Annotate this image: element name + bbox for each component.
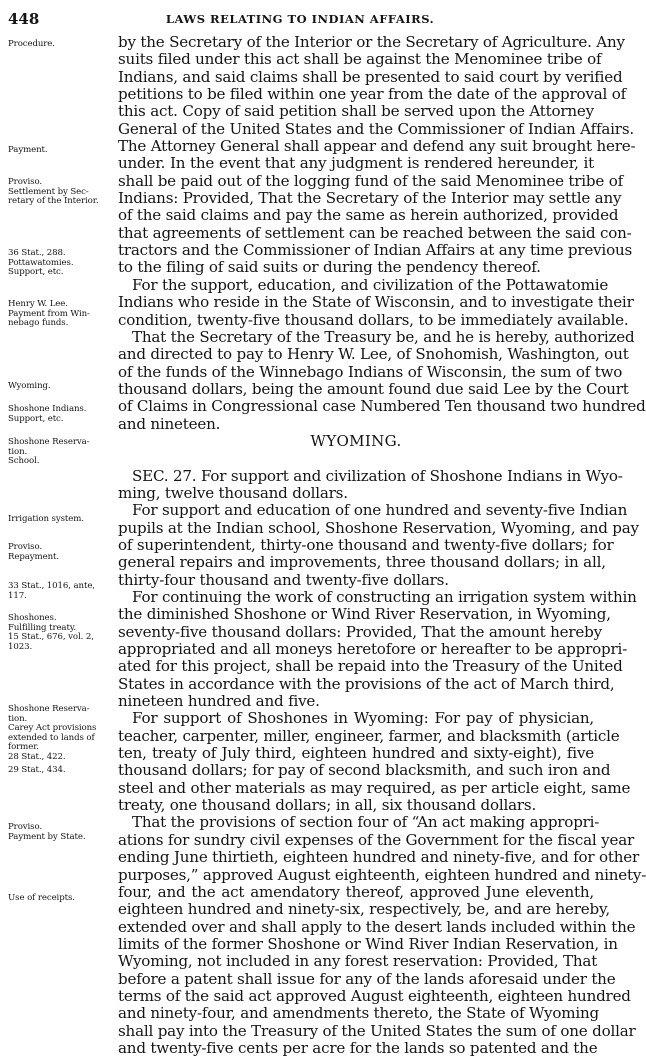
body-text	[118, 33, 646, 1057]
margin-note-line: extended to lands of	[8, 732, 95, 743]
margin-note-irrigation	[8, 515, 112, 525]
text-line: of the funds of the Winnebago Indians of Wisconsin, the sum of two	[118, 362, 623, 381]
text-line: and nineteen.	[118, 414, 221, 433]
running-head: LAWS RELATING TO INDIAN AFFAIRS.	[165, 12, 435, 26]
text-line: to the filing of said suits or during the pendency thereof.	[118, 258, 541, 277]
text-line: shall be paid out of the logging fund of the said Menominee tribe of	[118, 171, 623, 190]
margin-note-line: Payment.	[8, 145, 48, 155]
text-line: For continuing the work of constructing an irrigation system within	[132, 588, 637, 606]
page-number: 448	[8, 10, 40, 28]
text-line: appropriated and all moneys heretofore or hereafter to be appropri-	[118, 640, 627, 659]
text-line: under. In the event that any judgment is rendered hereunder, it	[118, 154, 594, 173]
margin-note-line: Shoshone Reserva-	[8, 437, 90, 447]
text-line: That the Secretary of the Treasury be, and he is hereby, authorized	[132, 327, 635, 346]
text-line: by the Secretary of the Interior or the Secretary of Agriculture. Any	[118, 33, 625, 51]
margin-note-line: Carey Act provisions	[8, 723, 97, 733]
section-heading: WYOMING.	[310, 431, 402, 450]
text-line: States in accordance with the provisions of the act of March third,	[118, 674, 615, 693]
margin-note-line: 15 Stat., 676, vol. 2,	[8, 632, 94, 642]
text-line: of Claims in Congressional case Numbered Ten thousand two hundred	[118, 397, 646, 416]
text-line-blank	[118, 450, 594, 467]
margin-note-line: 29 Stat., 434.	[8, 765, 66, 775]
text-line: ending June thirtieth, eighteen hundred and ninety-five, and for other	[118, 848, 640, 867]
margin-note-line: 36 Stat., 288.	[8, 248, 66, 258]
text-line: limits of the former Shoshone or Wind River Indian Reservation, in	[118, 934, 618, 953]
text-line: shall pay into the Treasury of the United States the sum of one dollar	[118, 1021, 636, 1040]
margin-note-proviso-payment-state	[8, 823, 112, 842]
margin-note-use-of-receipts	[8, 894, 112, 904]
margin-note-line: School.	[8, 456, 40, 466]
margin-note-line: Wyoming.	[8, 381, 51, 391]
margin-note-line: Proviso.	[8, 177, 43, 187]
margin-note-pottawatomies	[8, 249, 112, 278]
text-line: Indians, and said claims shall be presented to said court by verified	[118, 67, 623, 86]
text-line: treaty, one thousand dollars; in all, six thousand dollars.	[118, 796, 537, 815]
margin-note-line: Irrigation system.	[8, 514, 84, 524]
text-line: thirty-four thousand and twenty-five dollars.	[118, 570, 449, 589]
margin-note-line: Payment by State.	[8, 831, 86, 842]
margin-note-line: Support, etc.	[8, 267, 64, 277]
margin-note-shoshones-treaty	[8, 614, 112, 652]
margin-note-procedure	[8, 40, 112, 50]
text-line: and twenty-five cents per acre for the lands so patented and the	[118, 1038, 598, 1057]
margin-note-payment	[8, 146, 112, 156]
page-header	[0, 0, 600, 34]
text-line: the diminished Shoshone or Wind River Reservation, in Wyoming,	[118, 605, 611, 624]
margin-note-line: 28 Stat., 422.	[8, 751, 66, 762]
text-line: ated for this project, shall be repaid into the Treasury of the United	[118, 657, 623, 676]
text-line: thousand dollars; for pay of second blacksmith, and such iron and	[118, 761, 611, 780]
margin-note-line: Shoshones.	[8, 613, 57, 623]
margin-note-line: Payment from Win-	[8, 308, 90, 319]
text-line: That the provisions of section four of “An act making appropri-	[132, 813, 600, 832]
margin-note-shoshone-school	[8, 438, 112, 467]
margin-note-line: nebago funds.	[8, 318, 69, 328]
text-line: purposes,” approved August eighteenth, eighteen hundred and ninety-	[118, 865, 646, 884]
text-line: extended over and shall apply to the desert lands included within the	[118, 917, 636, 936]
margin-note-line: 1023.	[8, 641, 33, 652]
margin-note-stat-ref-29	[8, 766, 112, 776]
margin-note-line: Proviso.	[8, 542, 43, 552]
text-line: suits filed under this act shall be against the Menominee tribe of	[118, 50, 602, 69]
margin-note-line: tion.	[8, 713, 28, 724]
text-line: SEC. 27. For support and civilization of Shoshone Indians in Wyo-	[132, 466, 623, 485]
text-line: this act. Copy of said petition shall be served upon the Attorney	[118, 102, 594, 121]
margin-note-proviso-settlement	[8, 178, 112, 207]
text-line: and ninety-four, and amendments thereto, the State of Wyoming	[118, 1004, 599, 1023]
margin-note-line: 117.	[8, 590, 27, 601]
text-line: thousand dollars, being the amount found due said Lee by the Court	[118, 379, 629, 398]
text-line: For support and education of one hundred and seventy-five Indian	[132, 501, 628, 520]
margin-note-carey-act	[8, 705, 112, 762]
margin-note-line: Pottawatomies.	[8, 257, 74, 268]
text-line: eighteen hundred and ninety-six, respectively, be, and are hereby,	[118, 900, 610, 919]
text-line: ations for sundry civil expenses of the Government for the fiscal year	[118, 830, 635, 849]
margin-note-line: Repayment.	[8, 551, 59, 562]
margin-note-line: Proviso.	[8, 822, 43, 832]
text-line: general repairs and improvements, three thousand dollars; in all,	[118, 553, 606, 572]
text-line: petitions to be filed within one year from the date of the approval of	[118, 85, 627, 104]
text-line: For the support, education, and civilization of the Pottawatomie	[132, 275, 609, 294]
margin-note-line: Shoshone Reserva-	[8, 704, 90, 714]
text-line: The Attorney General shall appear and defend any suit brought here-	[118, 137, 636, 156]
text-line: Indians who reside in the State of Wisconsin, and to investigate their	[118, 293, 634, 312]
text-line: tractors and the Commissioner of Indian Affairs at any time previous	[118, 241, 633, 260]
margin-note-line: Henry W. Lee.	[8, 299, 68, 309]
margin-note-line: tion.	[8, 446, 28, 457]
text-line: seventy-five thousand dollars: Provided, That the amount hereby	[118, 622, 602, 641]
margin-note-line: retary of the Interior.	[8, 196, 99, 206]
margin-note-line: Settlement by Sec-	[8, 186, 89, 197]
text-line: that agreements of settlement can be reached between the said con-	[118, 223, 632, 242]
text-line: ming, twelve thousand dollars.	[118, 483, 348, 502]
text-line: ten, treaty of July third, eighteen hundred and sixty-eight), five	[118, 744, 594, 763]
margin-note-line: former.	[8, 742, 39, 752]
margin-note-wyoming	[8, 382, 112, 392]
margin-note-proviso-repayment	[8, 543, 112, 562]
text-line: condition, twenty-five thousand dollars, to be immediately available.	[118, 310, 629, 329]
text-line: terms of the said act approved August eighteenth, eighteen hundred	[118, 986, 631, 1005]
text-line: of the said claims and pay the same as herein authorized, provided	[118, 206, 619, 225]
text-line: For support of Shoshones in Wyoming: For pay of physician,	[132, 709, 594, 728]
text-line: teacher, carpenter, miller, engineer, farmer, and blacksmith (article	[118, 726, 620, 745]
margin-note-line: Shoshone Indians.	[8, 404, 87, 414]
text-line: of superintendent, thirty-one thousand and twenty-five dollars; for	[118, 535, 614, 554]
margin-note-line: Procedure.	[8, 39, 55, 49]
text-line: Indians: Provided, That the Secretary of the Interior may settle any	[118, 189, 622, 208]
margin-note-line: Fulfilling treaty.	[8, 622, 77, 633]
text-line: General of the United States and the Commissioner of Indian Affairs.	[118, 119, 634, 138]
text-line: pupils at the Indian school, Shoshone Reservation, Wyoming, and pay	[118, 518, 639, 537]
margin-note-line: 33 Stat., 1016, ante,	[8, 581, 95, 591]
text-line: and directed to pay to Henry W. Lee, of Snohomish, Washington, out	[118, 345, 629, 364]
text-line: steel and other materials as may required, as per article eight, same	[118, 778, 631, 797]
margin-note-stat-ref-33	[8, 582, 112, 601]
text-line: four, and the act amendatory thereof, approved June eleventh,	[118, 882, 594, 901]
text-line: before a patent shall issue for any of the lands aforesaid under the	[118, 969, 616, 988]
text-line: Wyoming, not included in any forest reservation: Provided, That	[118, 952, 598, 971]
margin-note-line: Support, etc.	[8, 413, 64, 424]
margin-note-henry-lee	[8, 300, 112, 329]
margin-note-line: Use of receipts.	[8, 893, 75, 903]
margin-note-shoshone-indians	[8, 405, 112, 424]
text-line: nineteen hundred and five.	[118, 692, 320, 711]
